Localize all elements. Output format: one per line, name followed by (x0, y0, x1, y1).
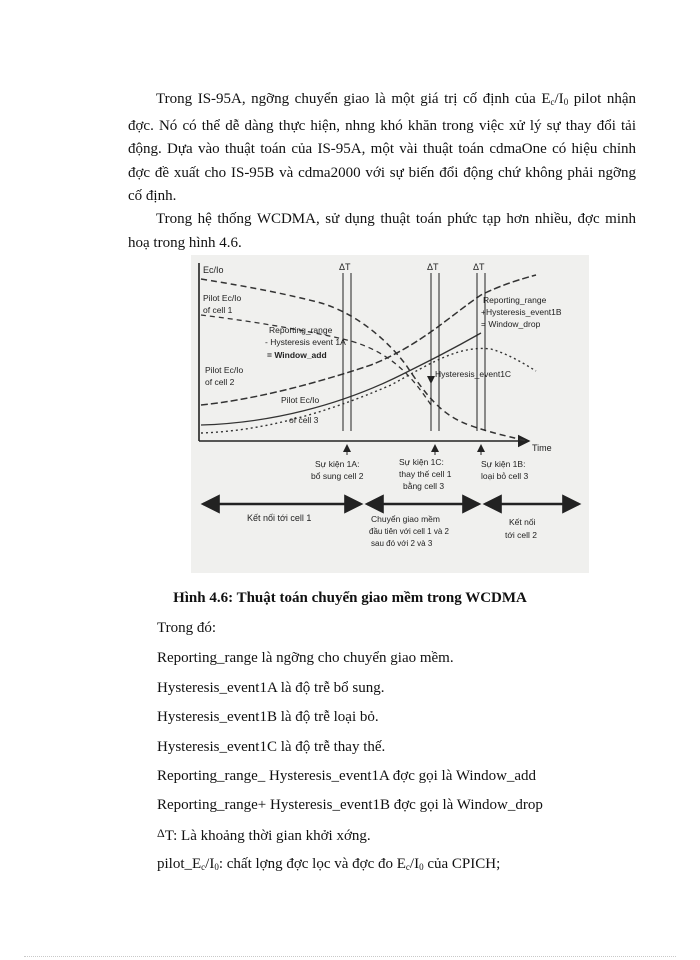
pilot-sub-0: 0 (214, 862, 219, 872)
event-1a-line1: Sự kiện 1A: (315, 459, 360, 469)
delta-t-label-1: ΔT (339, 262, 351, 272)
label-window-add-line2: - Hysteresis event 1A (265, 337, 346, 347)
label-window-add-line1: Reporting_range (269, 325, 333, 335)
pilot-desc-sub-0: 0 (419, 862, 424, 872)
paragraph-wcdma-intro (128, 208, 636, 255)
paragraph2-text: Trong hệ thống WCDMA, sử dụng thuật toán phức tạp hơn nhiều, đợc minh hoạ trong hình 4.6. (128, 211, 636, 251)
definition-delta-t (157, 826, 371, 845)
phase2-line3: sau đó với 2 và 3 (371, 539, 433, 548)
pilot-io-text: /I (205, 856, 215, 872)
label-cell3-line2: of cell 3 (289, 415, 319, 425)
label-cell1-line2: of cell 1 (203, 305, 233, 315)
event-1c-line1: Sự kiện 1C: (399, 457, 444, 467)
y-axis-label: Ec/Io (203, 265, 224, 275)
definitions-intro: Trong đó: (157, 620, 217, 636)
label-hysteresis-1c: Hysteresis_event1C (435, 369, 512, 379)
definition-hysteresis-1b: Hysteresis_event1B là độ trễ loại bỏ. (157, 709, 379, 725)
x-axis-label: Time (532, 443, 552, 453)
paragraph1-text-c: pilot nhận đợc. Nó có thể dễ dàng thực hiện, nhng khó khăn trong việc xử lý sự thay đổi tải động. Dựa vào thuật toán của IS-95A, một vài thuật toán cdmaOne có hiệu chỉnh đợc đề xuất cho IS-95B và cdma2000 với sự biến đổi động chứ không phải ngỡng cố định. (128, 91, 636, 204)
paragraph1-text-a: Trong IS-95A, ngỡng chuyển giao là một giá trị cố định của E (156, 91, 551, 107)
definition-window-drop: Reporting_range+ Hysteresis_event1B đợc gọi là Window_drop (157, 797, 543, 813)
phase3-line1: Kết nối (509, 517, 536, 527)
label-window-drop-line2: +Hysteresis_event1B (481, 307, 562, 317)
definition-reporting-range: Reporting_range là ngỡng cho chuyển giao mềm. (157, 650, 454, 666)
label-cell3-line1: Pilot Ec/Io (281, 395, 320, 405)
definition-pilot-ecio (157, 856, 500, 873)
paragraph-handover-threshold (128, 88, 636, 209)
paragraph1-text-b: /I (554, 91, 564, 107)
phase1-label: Kết nối tới cell 1 (247, 513, 312, 523)
pilot-desc-text: : chất lợng đợc lọc và đợc đo E (218, 856, 406, 872)
event-1c-line3: bằng cell 3 (403, 481, 445, 491)
event-1b-line2: loại bỏ cell 3 (481, 471, 529, 481)
event-1c-line2: thay thế cell 1 (399, 469, 452, 479)
definition-hysteresis-1c: Hysteresis_event1C là độ trễ thay thế. (157, 739, 386, 755)
pilot-sub-c: c (201, 862, 206, 872)
phase2-line2: đầu tiên với cell 1 và 2 (369, 527, 449, 536)
pilot-desc-io: /I (409, 856, 420, 872)
label-window-drop-line3: = Window_drop (481, 319, 541, 329)
pilot-desc-sub-c: c (405, 862, 410, 872)
phase2-line1: Chuyển giao mềm (371, 514, 440, 524)
figure-caption: Hình 4.6: Thuật toán chuyển giao mềm trong WCDMA (173, 590, 527, 606)
event-1a-line2: bổ sung cell 2 (311, 471, 364, 481)
definition-delta-t-text: T: Là khoảng thời gian khởi xớng. (164, 828, 371, 844)
subscript-c: c (550, 97, 555, 107)
label-cell1-line1: Pilot Ec/Io (203, 293, 242, 303)
soft-handover-diagram (191, 255, 589, 573)
event-1b-line1: Sự kiện 1B: (481, 459, 526, 469)
delta-t-label-3: ΔT (473, 262, 485, 272)
pilot-desc-end: của CPICH; (423, 856, 501, 872)
curve-cell1 (201, 279, 527, 441)
definition-window-add: Reporting_range_ Hysteresis_event1A đợc gọi là Window_add (157, 768, 537, 784)
label-window-drop-line1: Reporting_range (483, 295, 547, 305)
subscript-0: 0 (563, 97, 569, 107)
definition-hysteresis-1a: Hysteresis_event1A là độ trễ bổ sung. (157, 680, 385, 696)
label-cell2-line2: of cell 2 (205, 377, 235, 387)
delta-t-label-2: ΔT (427, 262, 439, 272)
pilot-ec-text: pilot_E (157, 856, 202, 872)
phase3-line2: tới cell 2 (505, 530, 538, 540)
soft-handover-figure (191, 255, 589, 573)
label-window-add-line3: = Window_add (267, 350, 327, 360)
delta-symbol: Δ (157, 826, 165, 840)
label-cell2-line1: Pilot Ec/Io (205, 365, 244, 375)
footer-rule (24, 956, 676, 957)
